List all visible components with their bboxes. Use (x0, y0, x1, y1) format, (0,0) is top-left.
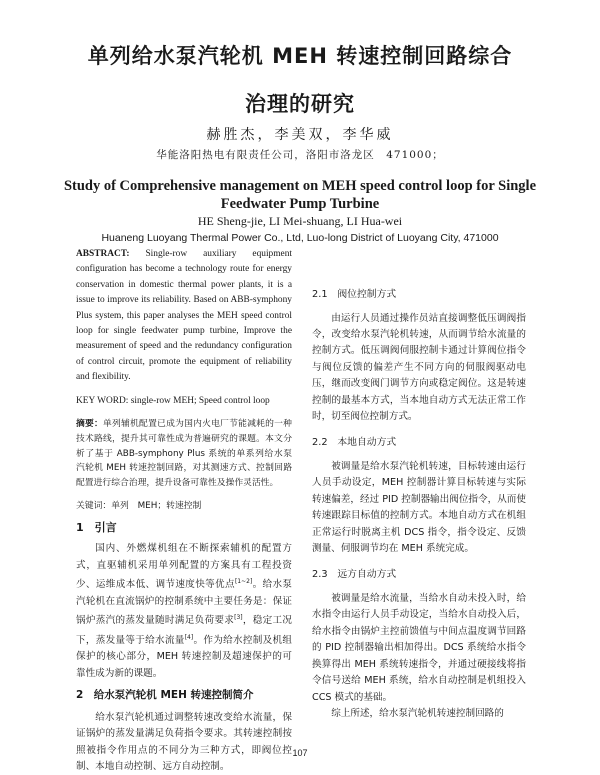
section-1-heading: 1 引言 (76, 520, 117, 534)
section-2-1-paragraph: 由运行人员通过操作员站直接调整低压调阀指令，改变给水泵汽轮机转速，从而调节给水流量的控制方式。低压调阀伺服控制卡通过计算阀位指令与阀位反馈的偏差产生不同方向的伺服阀驱动电压，继而改变阀门调节方向或稳定阀位。这是转速控制的最基本方式，当本地自动方式无法正常工作时，切至阀位控制方式。 (312, 312, 526, 423)
left-column (76, 247, 292, 775)
keywords-en-label: KEY WORD: (76, 395, 129, 406)
english-title-line2: Feedwater Pump Turbine (220, 196, 380, 212)
section-1-paragraph: 国内、外燃煤机组在不断探索辅机的配置方式，直驱辅机采用单列配置的方案具有工程投资少、运维成本低、调节速度快等优点[1~2]。给水泵汽轮机在直流锅炉的控制系统中主要任务是：保证锅炉蒸汽的蒸发量随时满足负荷要求[3]，稳定工况下，蒸发量等于给水流量[4]。作为给水控制及机组保护的核心部分，MEH 转速控制及超速保护的可靠性成为新的课题。 (76, 543, 293, 679)
abstract-en-text: Single-row auxiliary equipment configuration has become a technology route for energy conservation in domestic thermal power plants, it is a issue to improve its reliability. Based on ABB-symphony Plus system, this paper analyses the MEH speed control loop for single feedwater pump turbine, Improve the measurement of speed and the redundancy configuration of control circuit, promote the equipment of reliability and flexibility. (76, 249, 292, 383)
abstract-en-label: ABSTRACT: (76, 249, 130, 259)
page-number: 107 (292, 748, 308, 758)
abstract-cn (76, 417, 292, 491)
section-2-1-heading: 2.1 阀位控制方式 (312, 289, 397, 300)
right-column (312, 247, 526, 722)
abstract-cn-text: 单列辅机配置已成为国内火电厂节能减耗的一种技术路线，提升其可靠性成为普遍研究的课题。本文分析了基于 ABB-symphony Plus 系统的单系列给水泵汽轮机 MEH 转速控制回路，对其测速方式、控制回路配置进行综合治理，提升设备可靠性及操作灵活性。 (76, 419, 292, 489)
section-2-2-heading: 2.2 本地自动方式 (312, 437, 397, 449)
section-2-heading: 2 给水泵汽轮机 MEH 转速控制简介 (76, 689, 254, 702)
abstract-en (76, 247, 292, 386)
section-2-3-heading: 2.3 远方自动方式 (312, 569, 397, 581)
paper-title-line2: 治理的研究 (245, 92, 355, 116)
section-2-paragraph: 给水泵汽轮机通过调整转速改变给水流量，保证锅炉的蒸发量满足负荷指令要求。其转速控制按照被指令作用点的不同分为三种方式，即阀位控制、本地自动控制、远方自动控制。 (76, 711, 292, 773)
authors-cn: 赫胜杰，李美双，李华威 (206, 127, 394, 143)
english-title-line1: Study of Comprehensive management on MEH speed control loop for Single (63, 178, 537, 194)
affiliation-en: Huaneng Luoyang Thermal Power Co., Ltd, Luo-long District of Luoyang City, 471000 (101, 232, 499, 244)
keywords-cn-label: 关键词： (76, 501, 112, 512)
authors-en: HE Sheng-jie, LI Mei-shuang, LI Hua-wei (197, 214, 403, 228)
section-2-3-paragraph-2: 综上所述，给水泵汽轮机转速控制回路的 (331, 707, 504, 719)
section-2-3-paragraph: 被调量是给水流量，当给水自动未投入时，给水指令由运行人员手动设定，当给水自动投入后，给水指令由锅炉主控前馈值与中间点温度调节回路的 PID 控制器输出相加得出。DCS 系统给水指令换算得出 MEH 系统转速指令，并通过硬接线将指令信号送给 MEH 系统，给水自动控制是机组投入 CCS 模式的基础。 (312, 593, 526, 703)
keywords-cn-text: 单列 MEH；转速控制 (111, 501, 202, 512)
section-2-2-paragraph: 被调量是给水泵汽轮机转速，目标转速由运行人员手动设定，MEH 控制器计算目标转速与实际转速偏差，经过 PID 控制器输出阀位指令，从而使转速跟踪目标值的控制方式。本地自动方式在机组正常运行时脱离主机 DCS 指令，指令设定、反馈测量、伺服调节均在 MEH 系统完成。 (312, 461, 526, 555)
abstract-cn-label: 摘要： (76, 419, 104, 430)
keywords-en (76, 394, 292, 409)
affiliation-cn: 华能洛阳热电有限责任公司，洛阳市洛龙区 471000； (156, 149, 444, 161)
keywords-cn (76, 499, 292, 514)
paper-title-line1: 单列给水泵汽轮机 MEH 转速控制回路综合 (87, 44, 513, 68)
keywords-en-text: single-row MEH; Speed control loop (130, 395, 270, 406)
